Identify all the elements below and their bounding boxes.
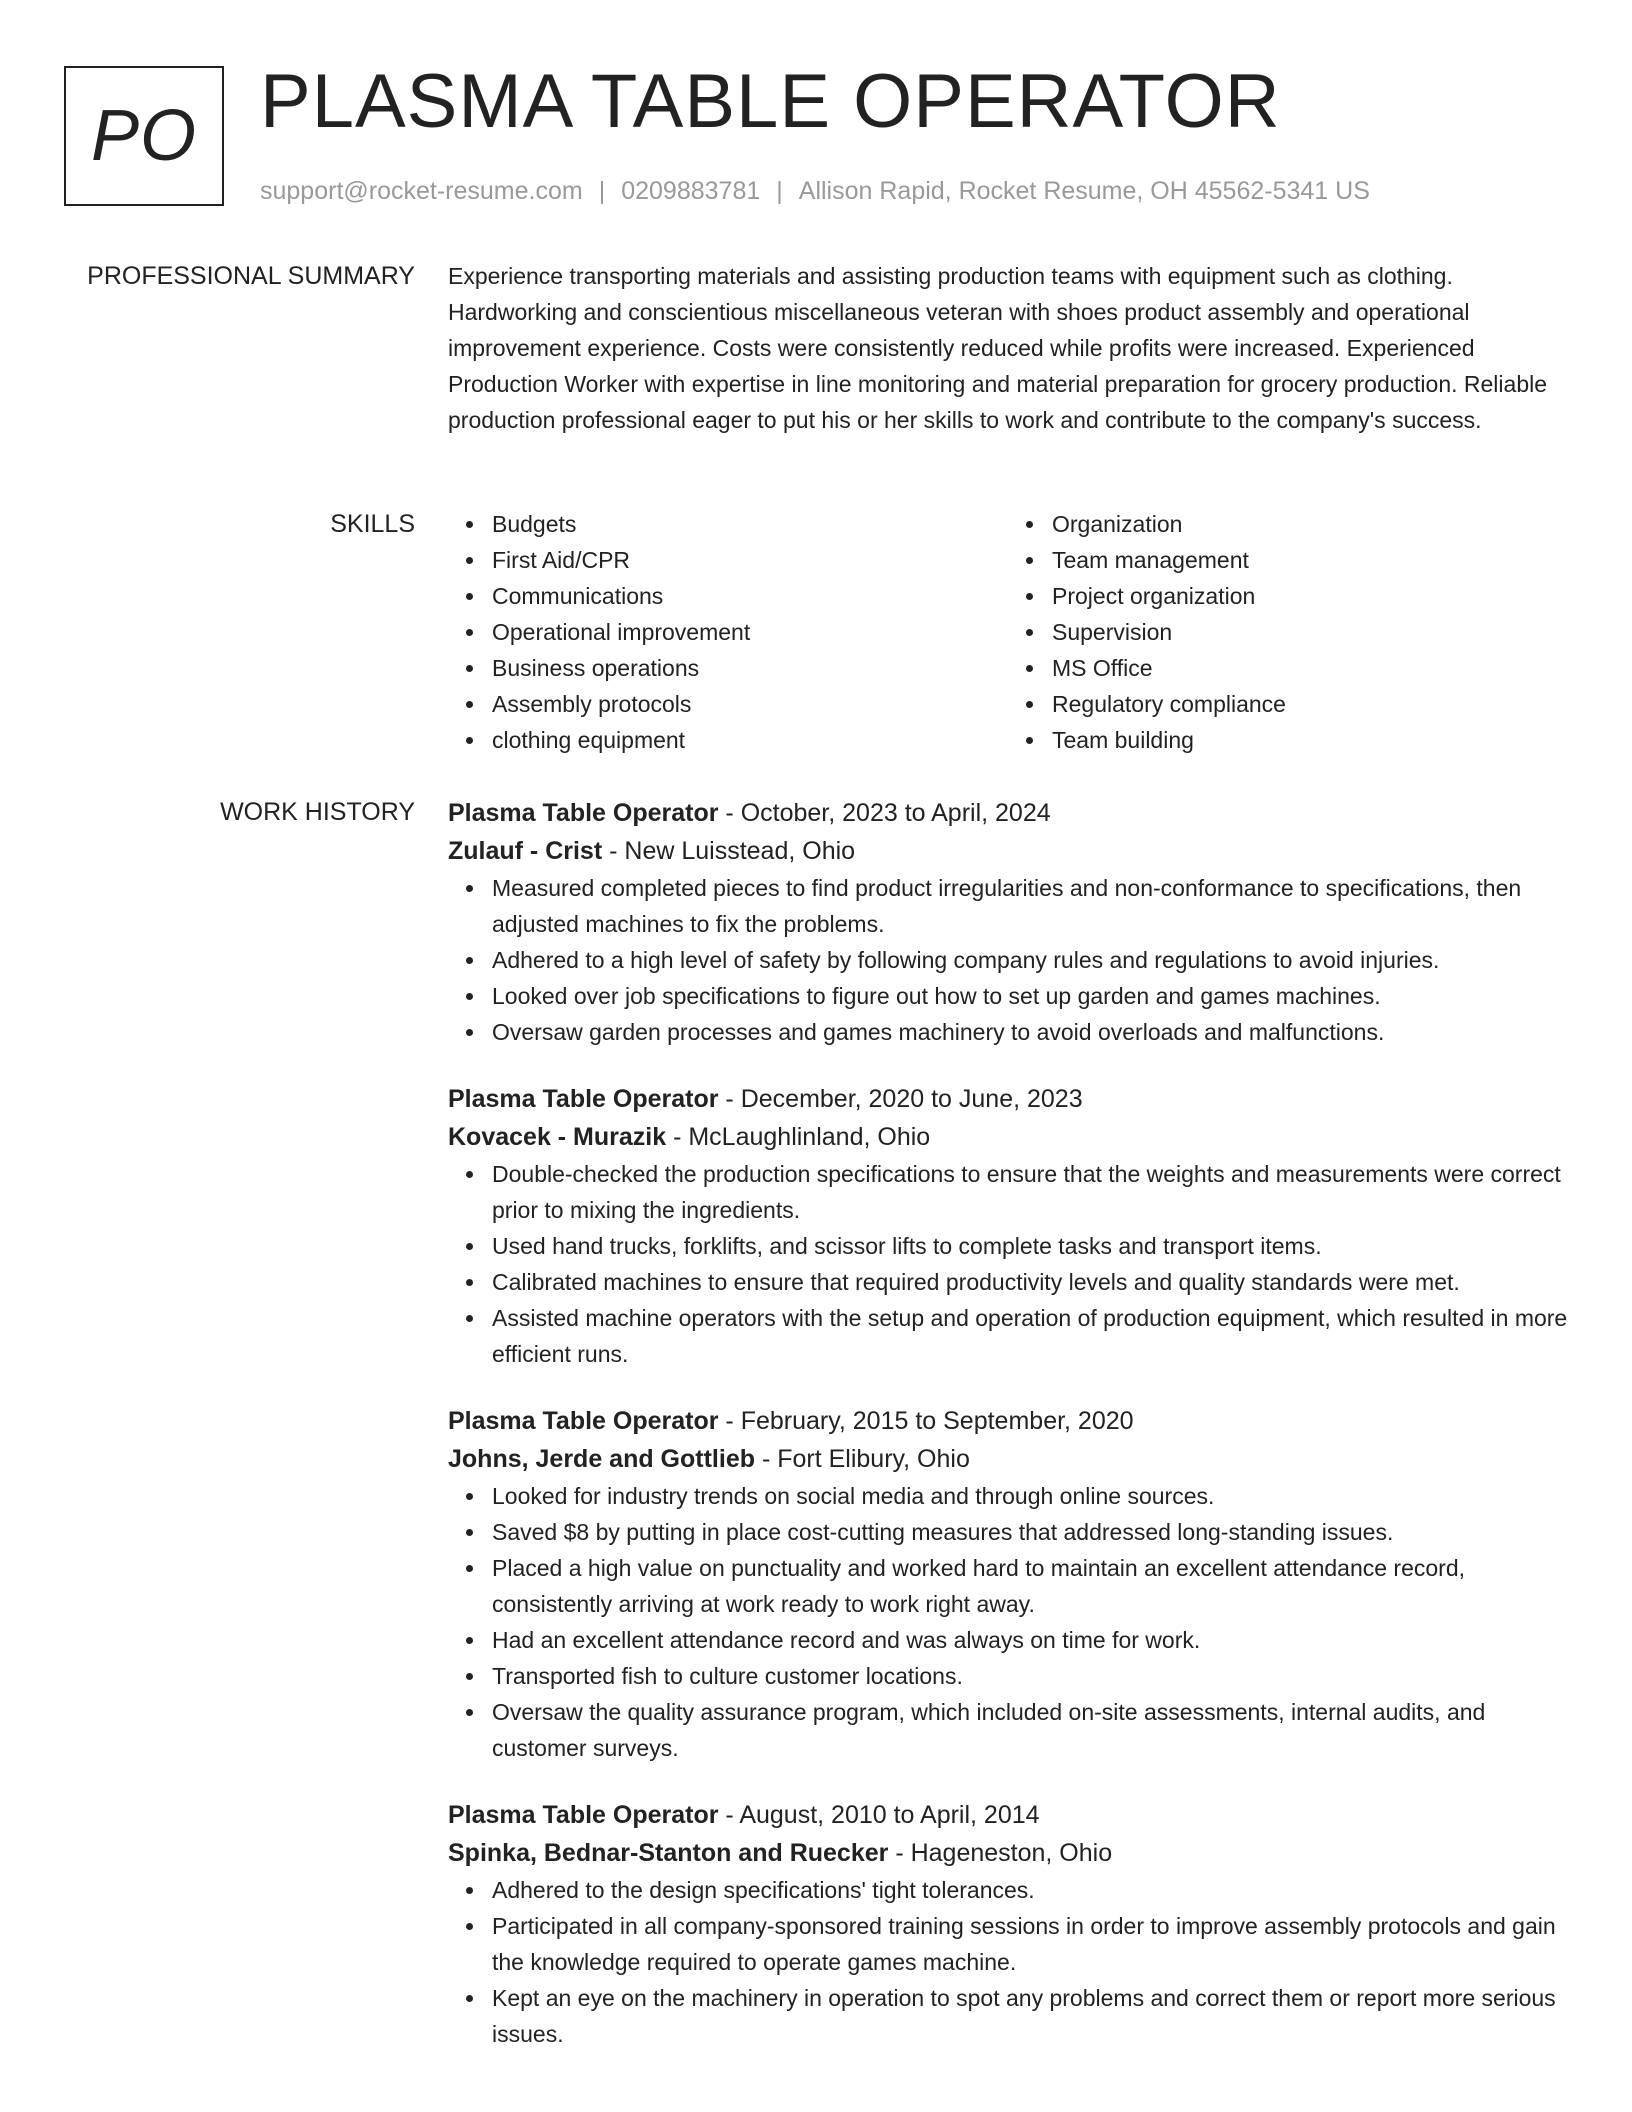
job-bullet: Participated in all company-sponsored training sessions in order to improve assembly protocols and gain the knowledge required to operate games machine. bbox=[492, 1908, 1568, 1980]
skill-item: First Aid/CPR bbox=[492, 542, 1008, 578]
job-company: Spinka, Bednar-Stanton and Ruecker bbox=[448, 1839, 889, 1867]
skill-item: Project organization bbox=[1052, 578, 1568, 614]
job-role: Plasma Table Operator bbox=[448, 1085, 719, 1113]
job-title-line bbox=[448, 1402, 1568, 1440]
job-company-line bbox=[448, 1834, 1568, 1872]
summary-body bbox=[448, 258, 1568, 438]
skill-item: Business operations bbox=[492, 650, 1008, 686]
skills-list-left bbox=[448, 506, 1008, 758]
skills-heading: SKILLS bbox=[330, 510, 415, 538]
job-dates: - February, 2015 to September, 2020 bbox=[718, 1407, 1134, 1435]
job-company: Kovacek - Murazik bbox=[448, 1123, 667, 1151]
job-entry bbox=[448, 1402, 1568, 1766]
job-company: Zulauf - Crist bbox=[448, 837, 603, 865]
resume-name: PLASMA TABLE OPERATOR bbox=[260, 59, 1281, 144]
job-bullet: Used hand trucks, forklifts, and scissor lifts to complete tasks and transport items. bbox=[492, 1228, 1568, 1264]
job-bullet: Oversaw the quality assurance program, which included on-site assessments, internal audits, and customer surveys. bbox=[492, 1694, 1568, 1766]
job-bullet: Looked for industry trends on social media and through online sources. bbox=[492, 1478, 1568, 1514]
job-location: - New Luisstead, Ohio bbox=[602, 837, 856, 865]
skill-item: MS Office bbox=[1052, 650, 1568, 686]
summary-heading: PROFESSIONAL SUMMARY bbox=[87, 262, 415, 290]
job-role: Plasma Table Operator bbox=[448, 1407, 719, 1435]
job-bullets bbox=[448, 870, 1568, 1050]
job-company: Johns, Jerde and Gottlieb bbox=[448, 1445, 755, 1473]
job-company-line bbox=[448, 1440, 1568, 1478]
job-entry bbox=[448, 1796, 1568, 2052]
job-bullet: Assisted machine operators with the setup and operation of production equipment, which resulted in more efficient runs. bbox=[492, 1300, 1568, 1372]
skill-item: Operational improvement bbox=[492, 614, 1008, 650]
job-bullet: Adhered to a high level of safety by following company rules and regulations to avoid injuries. bbox=[492, 942, 1568, 978]
job-location: - Hageneston, Ohio bbox=[888, 1839, 1113, 1867]
job-company-line bbox=[448, 1118, 1568, 1156]
job-bullet: Kept an eye on the machinery in operation to spot any problems and correct them or report more serious issues. bbox=[492, 1980, 1568, 2052]
skill-item: Budgets bbox=[492, 506, 1008, 542]
monogram-box bbox=[64, 66, 224, 206]
job-bullet: Looked over job specifications to figure out how to set up garden and games machines. bbox=[492, 978, 1568, 1014]
job-entry bbox=[448, 1080, 1568, 1372]
job-role: Plasma Table Operator bbox=[448, 1801, 719, 1829]
monogram-initials: PO bbox=[90, 96, 198, 176]
job-dates: - October, 2023 to April, 2024 bbox=[718, 799, 1051, 827]
job-company-line bbox=[448, 832, 1568, 870]
contact-phone[interactable]: 0209883781 bbox=[621, 177, 761, 205]
job-bullet: Calibrated machines to ensure that required productivity levels and quality standards were met. bbox=[492, 1264, 1568, 1300]
skill-item: Organization bbox=[1052, 506, 1568, 542]
job-title-line bbox=[448, 1080, 1568, 1118]
skill-item: Communications bbox=[492, 578, 1008, 614]
skills-body bbox=[448, 506, 1568, 758]
job-bullets bbox=[448, 1478, 1568, 1766]
job-bullet: Oversaw garden processes and games machinery to avoid overloads and malfunctions. bbox=[492, 1014, 1568, 1050]
summary-text: Experience transporting materials and assisting production teams with equipment such as clothing. Hardworking and conscientious miscellaneous veteran with shoes product assembly and operational improvement experience. Costs were consistently reduced while profits were increased. Experienced Production Worker with expertise in line monitoring and material preparation for grocery production. Reliable production professional eager to put his or her skills to work and contribute to the company's success. bbox=[448, 263, 1548, 433]
skill-item: Team management bbox=[1052, 542, 1568, 578]
job-role: Plasma Table Operator bbox=[448, 799, 719, 827]
job-dates: - August, 2010 to April, 2014 bbox=[718, 1801, 1040, 1829]
job-bullet: Saved $8 by putting in place cost-cutting measures that addressed long-standing issues. bbox=[492, 1514, 1568, 1550]
skill-item: Regulatory compliance bbox=[1052, 686, 1568, 722]
skill-item: Assembly protocols bbox=[492, 686, 1008, 722]
contact-address: Allison Rapid, Rocket Resume, OH 45562-5341 US bbox=[798, 177, 1370, 205]
job-bullet: Transported fish to culture customer locations. bbox=[492, 1658, 1568, 1694]
job-bullet: Had an excellent attendance record and was always on time for work. bbox=[492, 1622, 1568, 1658]
contact-separator: | bbox=[776, 177, 783, 205]
job-location: - McLaughlinland, Ohio bbox=[666, 1123, 931, 1151]
contact-line bbox=[260, 176, 1370, 206]
work-history-heading: WORK HISTORY bbox=[220, 798, 415, 826]
job-bullet: Double-checked the production specifications to ensure that the weights and measurements were correct prior to mixing the ingredients. bbox=[492, 1156, 1568, 1228]
skill-item: Supervision bbox=[1052, 614, 1568, 650]
job-entry bbox=[448, 794, 1568, 1050]
job-bullet: Placed a high value on punctuality and worked hard to maintain an excellent attendance record, consistently arriving at work ready to work right away. bbox=[492, 1550, 1568, 1622]
contact-separator: | bbox=[598, 177, 606, 205]
job-title-line bbox=[448, 794, 1568, 832]
job-location: - Fort Elibury, Ohio bbox=[755, 1445, 970, 1473]
contact-email[interactable]: support@rocket-resume.com bbox=[260, 177, 583, 205]
skill-item: clothing equipment bbox=[492, 722, 1008, 758]
job-bullet: Measured completed pieces to find product irregularities and non-conformance to specifications, then adjusted machines to fix the problems. bbox=[492, 870, 1568, 942]
job-bullet: Adhered to the design specifications' tight tolerances. bbox=[492, 1872, 1568, 1908]
work-history-body bbox=[448, 794, 1568, 2082]
job-bullets bbox=[448, 1156, 1568, 1372]
job-title-line bbox=[448, 1796, 1568, 1834]
skill-item: Team building bbox=[1052, 722, 1568, 758]
skills-list-right bbox=[1008, 506, 1568, 758]
job-dates: - December, 2020 to June, 2023 bbox=[718, 1085, 1083, 1113]
job-bullets bbox=[448, 1872, 1568, 2052]
